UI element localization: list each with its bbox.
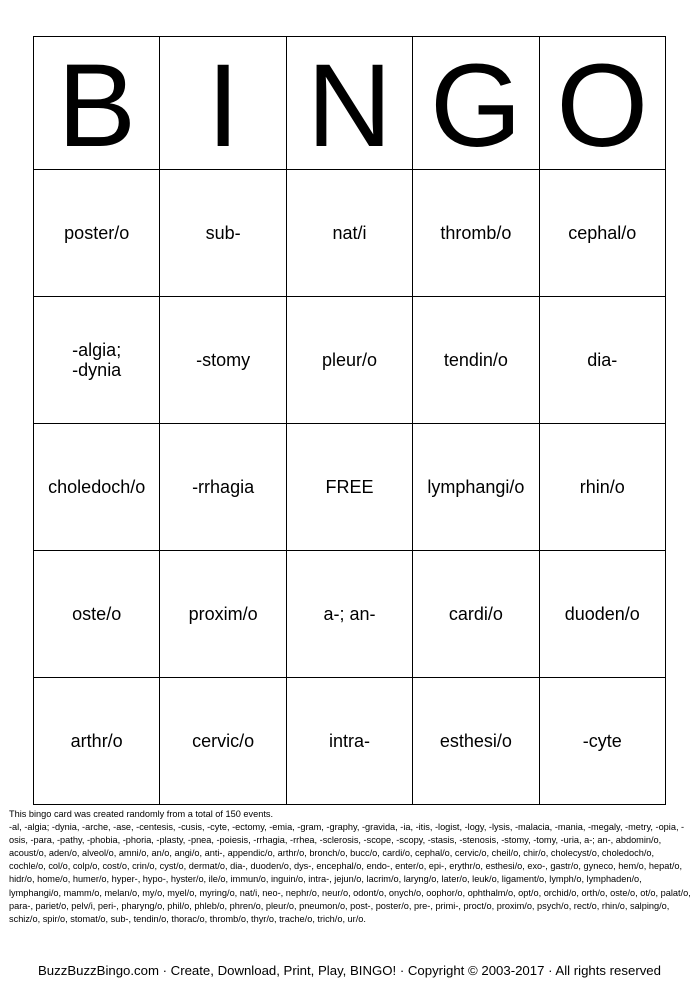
bingo-cell: rhin/o xyxy=(539,424,665,551)
bingo-cell: cervic/o xyxy=(160,678,286,805)
bingo-cell: -algia; -dynia xyxy=(34,297,160,424)
bingo-card xyxy=(33,36,666,805)
bingo-row xyxy=(34,297,666,424)
bingo-cell: cephal/o xyxy=(539,170,665,297)
bingo-cell: dia- xyxy=(539,297,665,424)
bingo-cell: oste/o xyxy=(34,551,160,678)
header-letter-o: O xyxy=(539,37,665,170)
bingo-cell: intra- xyxy=(286,678,412,805)
card-intro-text: This bingo card was created randomly from a total of 150 events. xyxy=(9,809,274,819)
bingo-cell: pleur/o xyxy=(286,297,412,424)
bingo-cell: poster/o xyxy=(34,170,160,297)
bingo-cell: -rrhagia xyxy=(160,424,286,551)
event-list-text: -al, -algia; -dynia, -arche, -ase, -centesis, -cusis, -cyte, -ectomy, -emia, -gram, -graphy, -gravida, -ia, -itis, -logist, -logy, -lysis, -malacia, -mania, -megaly, -metry, -opia, -osis, -para, -pathy, -phobia, -phoria, -plasty, -pnea, -poiesis, -rrhagia, -rrhea, -sclerosis, -scope, -scopy, -stasis, -stenosis, -stomy, -tomy, -uria, a-; an-, abdomin/o, acoust/o, aden/o, alveol/o, amni/o, an/o, angi/o, anti-, appendic/o, arthr/o, bronch/o, bucc/o, cardi/o, cephal/o, cervic/o, cheil/o, chir/o, cholecyst/o, choledoch/o, cochle/o, col/o, colp/o, cost/o, crin/o, cyst/o, dermat/o, dia-, duoden/o, dys-, encephal/o, endo-, enter/o, epi-, erythr/o, esthesi/o, exo-, gastr/o, gyneco, hem/o, hepat/o, hidr/o, home/o, humer/o, hyper-, hypo-, hyster/o, ile/o, immun/o, inguin/o, intra-, jejun/o, lacrim/o, laryng/o, later/o, leuk/o, ligament/o, lymph/o, lymphaden/o, lymphangi/o, mamm/o, melan/o, my/o, myel/o, myring/o, nat/i, neo-, nephr/o, neur/o, odont/o, onych/o, oophor/o, ophthalm/o, opt/o, orchid/o, orth/o, oste/o, ot/o, palat/o, para-, pariet/o, pelv/i, peri-, pharyng/o, phil/o, phleb/o, phren/o, pleur/o, pneumon/o, post-, poster/o, pre-, primi-, proct/o, proxim/o, psych/o, rect/o, rhin/o, salping/o, schiz/o, spir/o, stomat/o, sub-, tendin/o, thorac/o, thromb/o, thyr/o, trache/o, trich/o, ur/o. xyxy=(9,822,691,924)
header-letter-b: B xyxy=(34,37,160,170)
bingo-cell: proxim/o xyxy=(160,551,286,678)
header-letter-n: N xyxy=(286,37,412,170)
bingo-cell: lymphangi/o xyxy=(413,424,539,551)
bingo-row xyxy=(34,678,666,805)
bingo-cell: nat/i xyxy=(286,170,412,297)
bingo-cell: -stomy xyxy=(160,297,286,424)
bingo-cell: duoden/o xyxy=(539,551,665,678)
bingo-cell: sub- xyxy=(160,170,286,297)
card-info-text xyxy=(9,808,693,926)
bingo-row xyxy=(34,170,666,297)
bingo-cell: tendin/o xyxy=(413,297,539,424)
bingo-header-row xyxy=(34,37,666,170)
bingo-cell: arthr/o xyxy=(34,678,160,805)
free-space-cell: FREE xyxy=(286,424,412,551)
bingo-cell: thromb/o xyxy=(413,170,539,297)
header-letter-i: I xyxy=(160,37,286,170)
bingo-row xyxy=(34,551,666,678)
bingo-cell: cardi/o xyxy=(413,551,539,678)
bingo-cell: esthesi/o xyxy=(413,678,539,805)
bingo-cell: -cyte xyxy=(539,678,665,805)
bingo-row xyxy=(34,424,666,551)
footer-copyright: BuzzBuzzBingo.com · Create, Download, Print, Play, BINGO! · Copyright © 2003-2017 · All rights reserved xyxy=(38,963,661,978)
bingo-cell: a-; an- xyxy=(286,551,412,678)
header-letter-g: G xyxy=(413,37,539,170)
bingo-cell: choledoch/o xyxy=(34,424,160,551)
